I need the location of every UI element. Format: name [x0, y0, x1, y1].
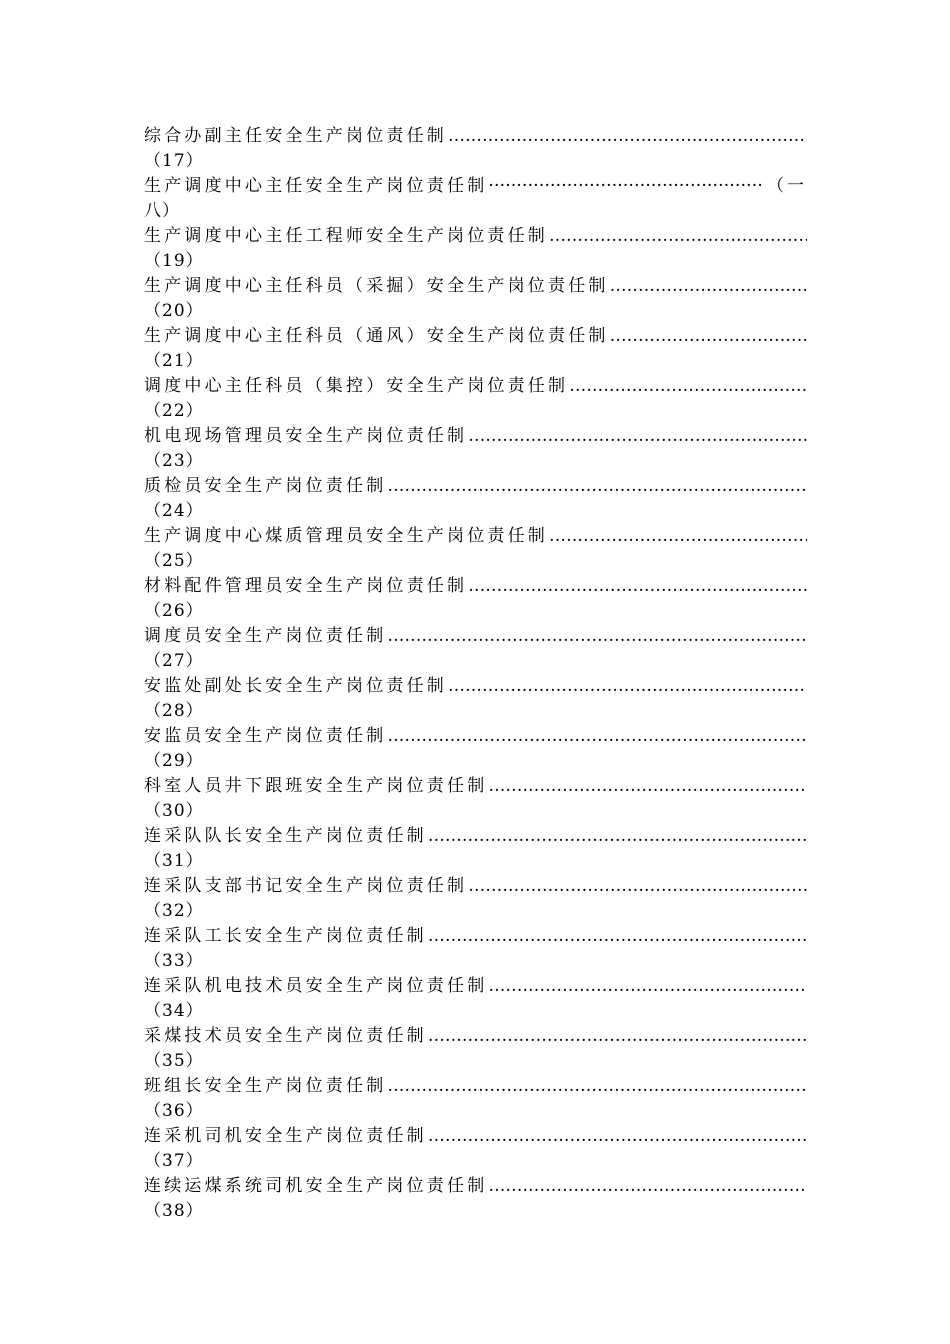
toc-page-number: （30）: [144, 801, 204, 821]
toc-page-number: （34）: [144, 1001, 204, 1021]
toc-entry-line: [144, 324, 807, 349]
toc-entry[interactable]: [144, 774, 807, 824]
toc-leader-dots: [468, 874, 807, 899]
toc-entry[interactable]: [144, 1124, 807, 1174]
toc-page-number: （21）: [144, 351, 204, 371]
toc-entry-line: [144, 174, 807, 199]
toc-entry[interactable]: [144, 124, 807, 174]
toc-entry[interactable]: [144, 724, 807, 774]
toc-entry-title: 调度中心主任科员（集控）安全生产岗位责任制: [144, 376, 569, 396]
toc-entry-title: 生产调度中心主任科员（通风）安全生产岗位责任制: [144, 326, 609, 346]
toc-entry-line: [144, 124, 807, 149]
toc-page-number: （36）: [144, 1101, 204, 1121]
toc-entry[interactable]: [144, 874, 807, 924]
toc-entry-line: [144, 1124, 807, 1149]
toc-page-number: （29）: [144, 751, 204, 771]
toc-page-number: （20）: [144, 301, 204, 321]
toc-leader-dots: [448, 124, 807, 149]
toc-entry-title: 生产调度中心主任安全生产岗位责任制: [144, 176, 488, 196]
toc-entry[interactable]: [144, 824, 807, 874]
toc-entry-title: 生产调度中心主任科员（采掘）安全生产岗位责任制: [144, 276, 609, 296]
toc-leader-dots: [428, 824, 807, 849]
toc-entry[interactable]: [144, 624, 807, 674]
toc-page-number: （24）: [144, 501, 204, 521]
toc-page-number: （31）: [144, 851, 204, 871]
toc-entry[interactable]: [144, 1024, 807, 1074]
toc-entry-line: [144, 874, 807, 899]
toc-leader-dots: [610, 324, 807, 349]
toc-entry-line: [144, 624, 807, 649]
toc-entry-line: [144, 474, 807, 499]
toc-entry-title: 采煤技术员安全生产岗位责任制: [144, 1026, 427, 1046]
toc-entry-line: [144, 824, 807, 849]
table-of-contents: [144, 124, 807, 1224]
toc-entry[interactable]: [144, 1074, 807, 1124]
toc-leader-dots: [448, 674, 807, 699]
toc-entry[interactable]: [144, 1174, 807, 1224]
toc-entry-title: 质检员安全生产岗位责任制: [144, 476, 387, 496]
toc-entry-title: 调度员安全生产岗位责任制: [144, 626, 387, 646]
toc-entry-line: [144, 724, 807, 749]
toc-page-number: （33）: [144, 951, 204, 971]
toc-entry-title: 机电现场管理员安全生产岗位责任制: [144, 426, 468, 446]
toc-entry[interactable]: [144, 324, 807, 374]
toc-page-number: （23）: [144, 451, 204, 471]
toc-entry-line: [144, 574, 807, 599]
toc-entry[interactable]: [144, 674, 807, 724]
toc-entry[interactable]: [144, 974, 807, 1024]
toc-entry-title: 连采队支部书记安全生产岗位责任制: [144, 876, 468, 896]
toc-entry[interactable]: [144, 224, 807, 274]
toc-leader-dots: [428, 1024, 807, 1049]
toc-leader-dots: [610, 274, 807, 299]
toc-entry[interactable]: [144, 474, 807, 524]
toc-entry-title: 科室人员井下跟班安全生产岗位责任制: [144, 776, 488, 796]
toc-entry-line: [144, 224, 807, 249]
toc-page-number-start: （一: [767, 176, 807, 196]
toc-page-number: （17）: [144, 151, 204, 171]
toc-entry-line: [144, 974, 807, 999]
toc-entry-line: [144, 674, 807, 699]
toc-entry-title: 连续运煤系统司机安全生产岗位责任制: [144, 1176, 488, 1196]
toc-leader-dots: [387, 724, 807, 749]
toc-leader-dots: [387, 474, 807, 499]
toc-leader-dots: [549, 224, 807, 249]
toc-leader-dots: [468, 574, 807, 599]
toc-leader-dots: [387, 624, 807, 649]
toc-page-number: （35）: [144, 1051, 204, 1071]
toc-entry-line: [144, 774, 807, 799]
toc-entry-line: [144, 274, 807, 299]
toc-entry-title: 综合办副主任安全生产岗位责任制: [144, 126, 447, 146]
toc-entry[interactable]: [144, 374, 807, 424]
toc-leader-dots: [549, 524, 807, 549]
toc-entry-title: 连采队机电技术员安全生产岗位责任制: [144, 976, 488, 996]
toc-entry[interactable]: [144, 274, 807, 324]
toc-entry-line: [144, 924, 807, 949]
toc-entry-line: [144, 1074, 807, 1099]
toc-entry-title: 连采队队长安全生产岗位责任制: [144, 826, 427, 846]
toc-entry-title: 材料配件管理员安全生产岗位责任制: [144, 576, 468, 596]
toc-leader-dots: [428, 924, 807, 949]
toc-entry-title: 连采机司机安全生产岗位责任制: [144, 1126, 427, 1146]
toc-page-number: （28）: [144, 701, 204, 721]
toc-entry[interactable]: [144, 524, 807, 574]
toc-page-number: 八）: [144, 201, 180, 221]
toc-leader-dots: [488, 174, 763, 199]
toc-entry[interactable]: [144, 574, 807, 624]
toc-entry-line: [144, 374, 807, 399]
toc-entry-line: [144, 524, 807, 549]
toc-page-number: （22）: [144, 401, 204, 421]
toc-entry-title: 生产调度中心煤质管理员安全生产岗位责任制: [144, 526, 548, 546]
toc-page-number: （27）: [144, 651, 204, 671]
toc-entry-line: [144, 1174, 807, 1199]
toc-entry-title: 生产调度中心主任工程师安全生产岗位责任制: [144, 226, 548, 246]
toc-page-number: （25）: [144, 551, 204, 571]
toc-entry[interactable]: [144, 174, 807, 224]
toc-entry-line: [144, 424, 807, 449]
toc-entry-title: 连采队工长安全生产岗位责任制: [144, 926, 427, 946]
toc-leader-dots: [387, 1074, 807, 1099]
toc-leader-dots: [488, 1174, 807, 1199]
toc-page-number: （38）: [144, 1201, 204, 1221]
toc-leader-dots: [488, 974, 807, 999]
toc-leader-dots: [428, 1124, 807, 1149]
toc-entry-title: 安监处副处长安全生产岗位责任制: [144, 676, 447, 696]
toc-page-number: （26）: [144, 601, 204, 621]
toc-leader-dots: [488, 774, 807, 799]
toc-leader-dots: [468, 424, 807, 449]
toc-entry-title: 安监员安全生产岗位责任制: [144, 726, 387, 746]
toc-page-number: （37）: [144, 1151, 204, 1171]
toc-page-number: （19）: [144, 251, 204, 271]
toc-entry[interactable]: [144, 924, 807, 974]
toc-entry-line: [144, 1024, 807, 1049]
toc-entry[interactable]: [144, 424, 807, 474]
toc-leader-dots: [569, 374, 807, 399]
toc-entry-title: 班组长安全生产岗位责任制: [144, 1076, 387, 1096]
toc-page-number: （32）: [144, 901, 204, 921]
